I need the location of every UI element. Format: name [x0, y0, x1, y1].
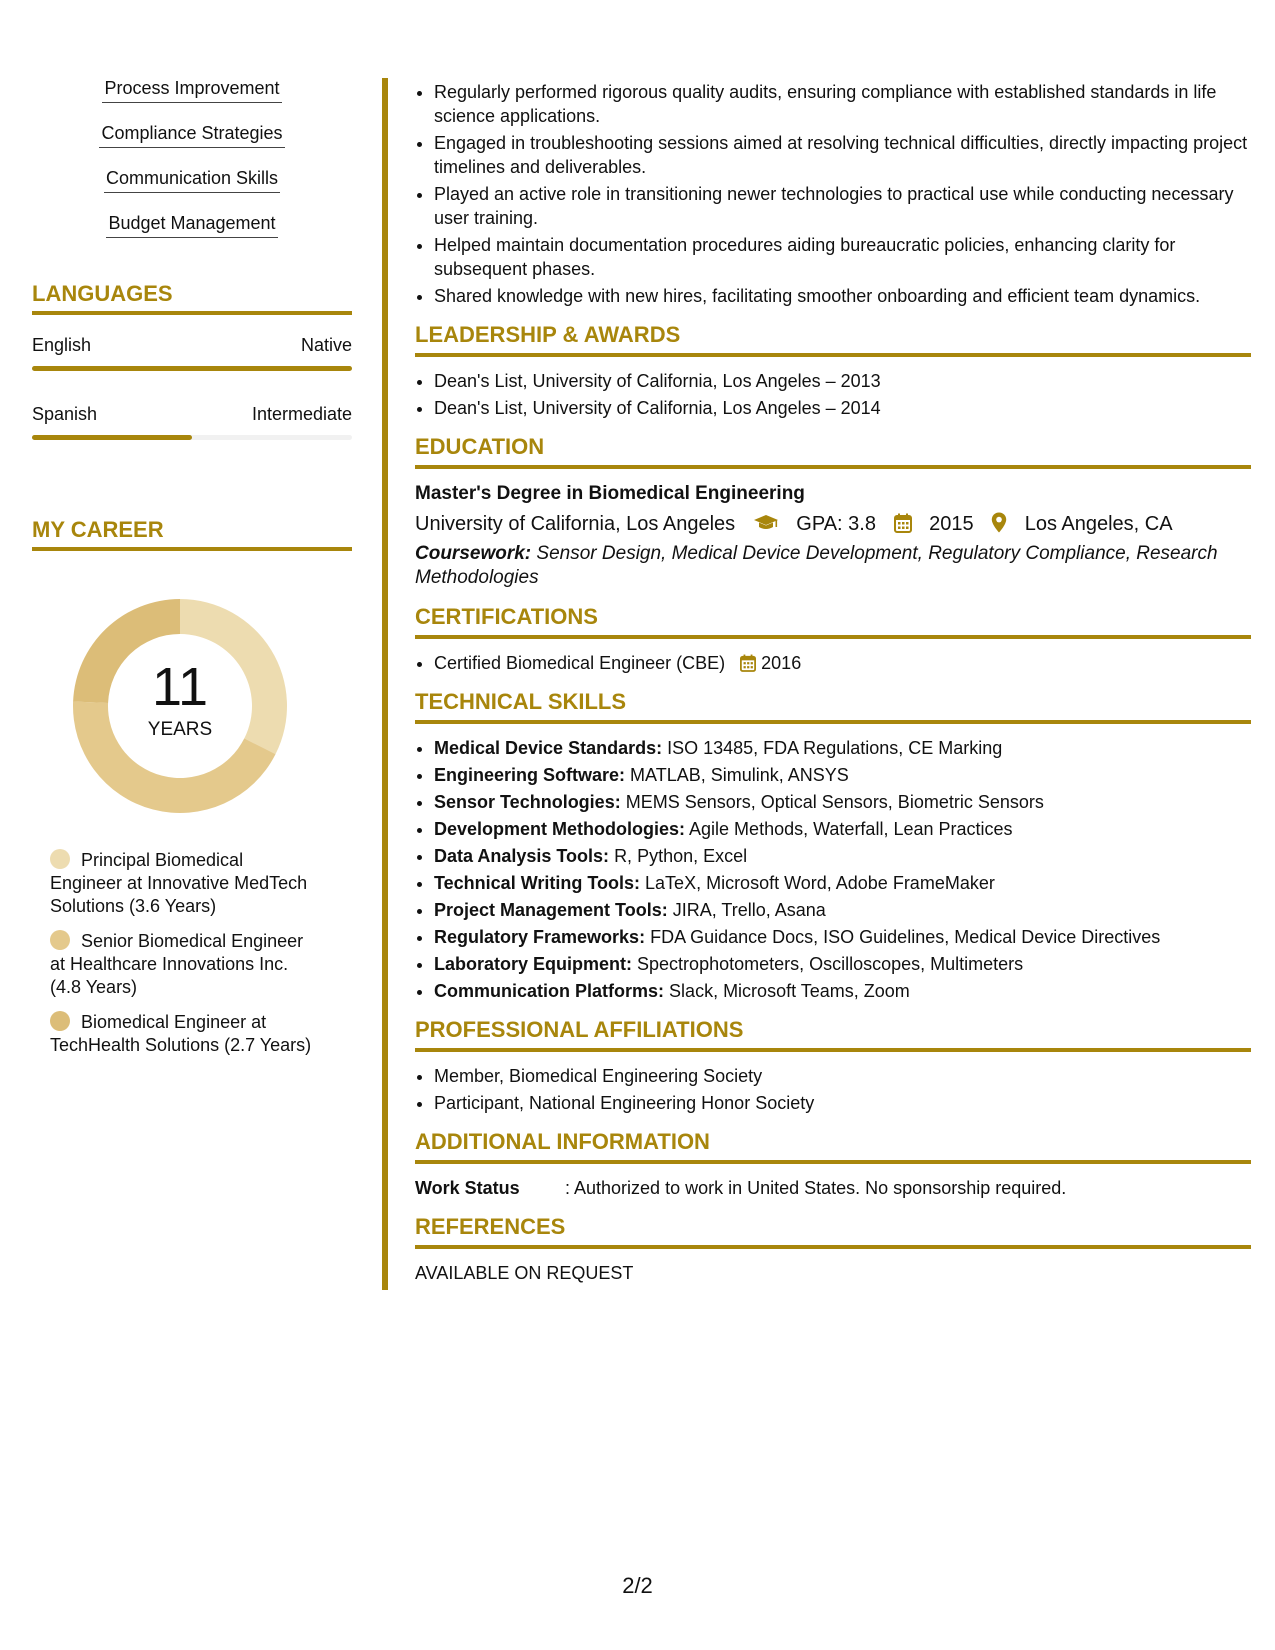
career-legend-item: Senior Biomedical Engineer at Healthcare Innovations Inc. (4.8 Years) — [50, 931, 304, 997]
career-years-unit: YEARS — [147, 719, 213, 740]
experience-bullet: • Played an active role in transitioning newer technologies to practical use while conducting necessary user training. — [434, 182, 1251, 230]
technical-skill-item: • Technical Writing Tools: LaTeX, Microsoft Word, Adobe FrameMaker — [434, 871, 1251, 895]
work-status-label: Work Status — [415, 1178, 520, 1198]
language-level: Native — [300, 335, 352, 355]
career-legend-item: Principal Biomedical Engineer at Innovative MedTech Solutions (3.6 Years) — [50, 850, 308, 916]
experience-bullet: • Helped maintain documentation procedures aiding bureaucratic policies, enhancing clarity for subsequent phases. — [434, 233, 1251, 281]
technical-skill-item: • Regulatory Frameworks: FDA Guidance Docs, ISO Guidelines, Medical Device Directives — [434, 925, 1251, 949]
career-legend-item: Biomedical Engineer at TechHealth Solutions (2.7 Years) — [50, 1012, 312, 1055]
work-status-row — [415, 1176, 1251, 1200]
coursework — [415, 542, 1251, 590]
affiliations-heading: PROFESSIONAL AFFILIATIONS — [415, 1017, 1251, 1052]
leadership-heading: LEADERSHIP & AWARDS — [415, 322, 1251, 357]
technical-skill-item: • Laboratory Equipment: Spectrophotometers, Oscilloscopes, Multimeters — [434, 952, 1251, 976]
career-heading: MY CAREER — [32, 517, 352, 551]
career-legend — [50, 849, 320, 1057]
references-heading: REFERENCES — [415, 1214, 1251, 1249]
language-bar-fill — [32, 366, 352, 371]
skill-item: Budget Management — [32, 213, 352, 238]
certifications-heading: CERTIFICATIONS — [415, 604, 1251, 639]
school-location: Los Angeles, CA — [1024, 513, 1173, 535]
language-bar — [32, 435, 352, 440]
language-english — [32, 335, 352, 371]
experience-bullets — [415, 80, 1251, 308]
experience-bullet: • Shared knowledge with new hires, facilitating smoother onboarding and efficient team dynamics. — [434, 284, 1251, 308]
map-pin-icon — [991, 512, 1007, 533]
legend-dot — [50, 1011, 70, 1031]
skill-list — [32, 78, 352, 238]
column-divider — [382, 78, 388, 1290]
degree-title: Master's Degree in Biomedical Engineering — [415, 483, 805, 504]
language-name: English — [32, 335, 92, 355]
language-spanish — [32, 404, 352, 440]
experience-bullet: • Regularly performed rigorous quality audits, ensuring compliance with established standards in life science applications. — [434, 80, 1251, 128]
education-heading: EDUCATION — [415, 434, 1251, 469]
additional-info-section — [415, 1129, 1251, 1200]
affiliations-section — [415, 1017, 1251, 1115]
legend-dot — [50, 849, 70, 869]
award-item: • Dean's List, University of California, Los Angeles – 2013 — [434, 369, 1251, 393]
languages-heading: LANGUAGES — [32, 281, 352, 315]
language-bar — [32, 366, 352, 371]
language-name: Spanish — [32, 404, 98, 424]
technical-skill-item: • Communication Platforms: Slack, Microsoft Teams, Zoom — [434, 979, 1251, 1003]
calendar-icon — [740, 654, 756, 672]
leadership-section — [415, 322, 1251, 420]
affiliation-item: • Member, Biomedical Engineering Society — [434, 1064, 1251, 1088]
skill-item: Compliance Strategies — [32, 123, 352, 148]
technical-skill-item: • Development Methodologies: Agile Methods, Waterfall, Lean Practices — [434, 817, 1251, 841]
career-donut — [65, 591, 295, 821]
coursework-label: Coursework: — [415, 543, 532, 564]
graduation-year: 2015 — [929, 513, 974, 535]
certifications-section — [415, 604, 1251, 675]
graduation-cap-icon — [753, 513, 779, 533]
technical-skill-item: • Engineering Software: MATLAB, Simulink, ANSYS — [434, 763, 1251, 787]
technical-skill-item: • Sensor Technologies: MEMS Sensors, Optical Sensors, Biometric Sensors — [434, 790, 1251, 814]
references-text: AVAILABLE ON REQUEST — [415, 1263, 634, 1283]
additional-info-heading: ADDITIONAL INFORMATION — [415, 1129, 1251, 1164]
technical-skill-item: • Project Management Tools: JIRA, Trello, Asana — [434, 898, 1251, 922]
technical-skills-section — [415, 689, 1251, 1003]
work-status-value: : Authorized to work in United States. No sponsorship required. — [565, 1178, 1067, 1198]
affiliation-item: • Participant, National Engineering Honor Society — [434, 1091, 1251, 1115]
gpa: GPA: 3.8 — [796, 513, 876, 535]
page-number: 2/2 — [622, 1573, 653, 1598]
school-name: University of California, Los Angeles — [415, 513, 736, 535]
education-section — [415, 434, 1251, 590]
award-item: • Dean's List, University of California, Los Angeles – 2014 — [434, 396, 1251, 420]
skill-item: Process Improvement — [32, 78, 352, 103]
experience-bullet: • Engaged in troubleshooting sessions aimed at resolving technical difficulties, directly impacting project timelines and deliverables. — [434, 131, 1251, 179]
coursework-list: Sensor Design, Medical Device Development, Regulatory Compliance, Research Methodologies — [415, 543, 1218, 588]
left-column — [32, 78, 352, 1069]
certification-year: 2016 — [761, 653, 802, 673]
technical-skill-item: • Data Analysis Tools: R, Python, Excel — [434, 844, 1251, 868]
right-column — [415, 80, 1251, 1285]
language-level: Intermediate — [251, 404, 352, 424]
legend-dot — [50, 930, 70, 950]
skill-item: Communication Skills — [32, 168, 352, 193]
technical-skills-heading: TECHNICAL SKILLS — [415, 689, 1251, 724]
references-section — [415, 1214, 1251, 1285]
technical-skill-item: • Medical Device Standards: ISO 13485, FDA Regulations, CE Marking — [434, 736, 1251, 760]
career-total-years: 11 — [151, 657, 209, 717]
language-bar-fill — [32, 435, 192, 440]
education-details — [415, 510, 1251, 538]
certification-item: • Certified Biomedical Engineer (CBE) 2016 — [434, 651, 1251, 675]
calendar-icon — [894, 513, 912, 533]
